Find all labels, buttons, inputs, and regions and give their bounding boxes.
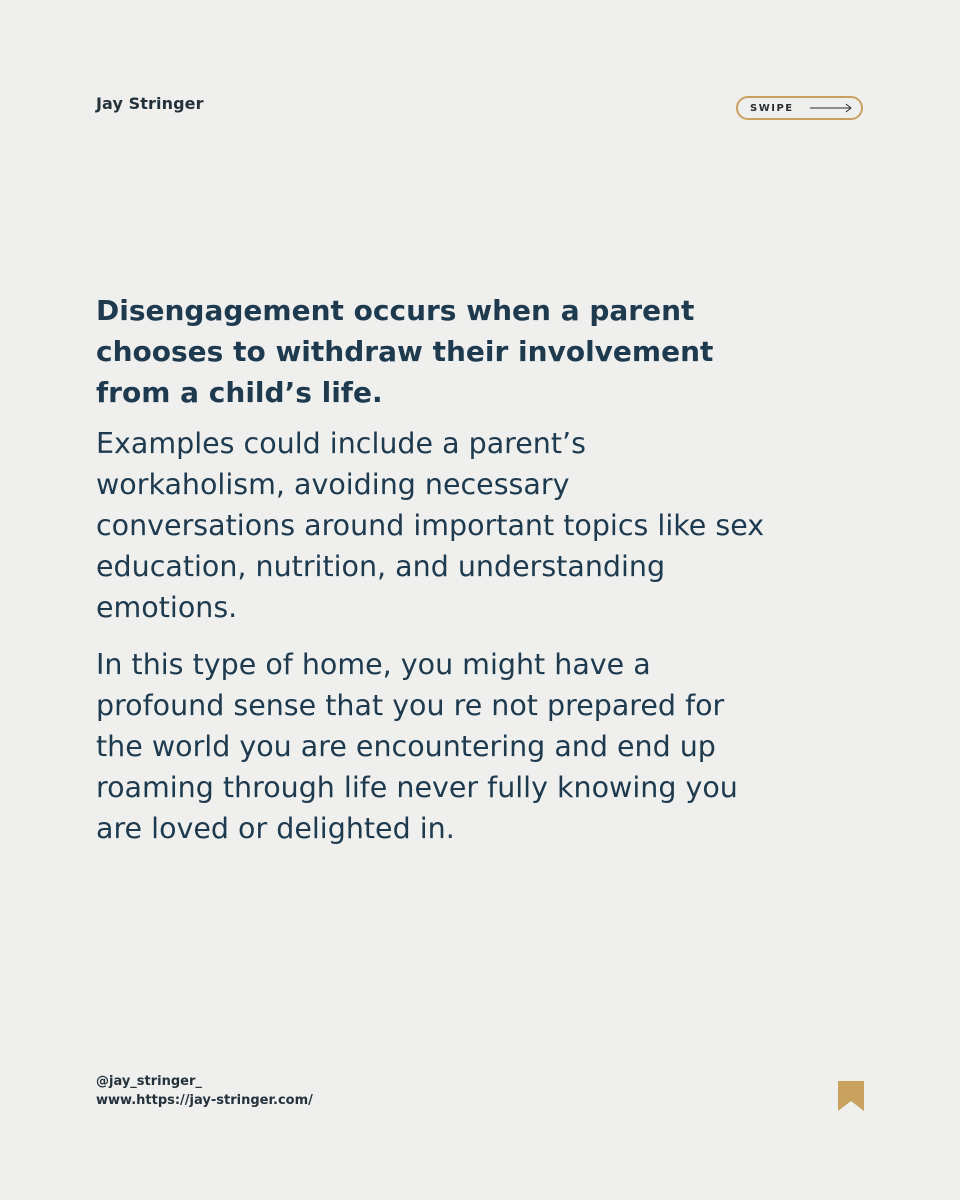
paragraph-examples: Examples could include a parent’s workaholism, avoiding necessary conversations around important topics like sex education, nutrition, and understanding emotions. <box>96 427 765 624</box>
social-handle: @jay_stringer_ <box>96 1074 202 1089</box>
headline: Disengagement occurs when a parent chooses to withdraw their involvement from a child’s life. <box>96 294 714 409</box>
website-link[interactable]: www.https://jay-stringer.com/ <box>96 1093 313 1108</box>
footer <box>96 1072 313 1110</box>
arrow-right-icon <box>810 102 854 114</box>
author-name: Jay Stringer <box>96 94 204 113</box>
paragraph-home: In this type of home, you might have a profound sense that you re not prepared for the world you are encountering and end up roaming through life never fully knowing you are loved or delighted in. <box>96 648 738 845</box>
main-content <box>96 290 776 865</box>
bookmark-icon[interactable] <box>838 1081 864 1111</box>
swipe-label: SWIPE <box>750 102 794 114</box>
swipe-indicator[interactable] <box>736 96 863 120</box>
